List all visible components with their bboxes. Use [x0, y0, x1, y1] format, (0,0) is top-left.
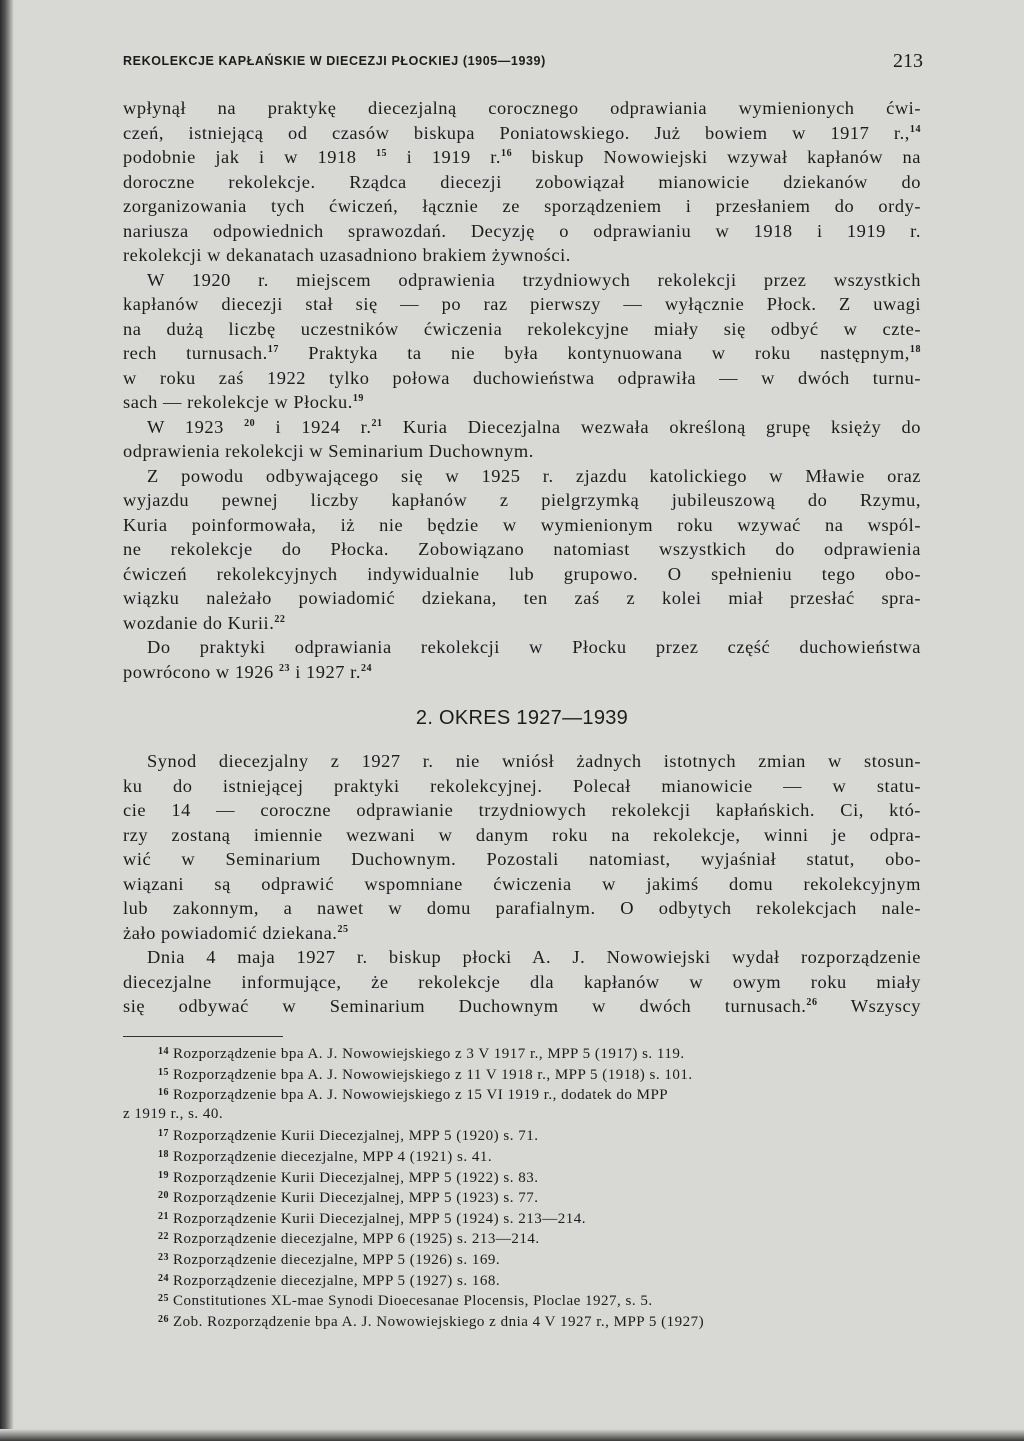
text-line: Kuria poinformowała, iż nie będzie w wymienionym roku wzywać na wspól-	[123, 514, 921, 535]
text-line	[123, 341, 921, 366]
text-line: W 1920 r. miejscem odprawienia trzydniowych rekolekcji przez wszystkich	[147, 269, 921, 290]
footnote	[123, 1063, 921, 1084]
running-head-title: REKOLEKCJE KAPŁAŃSKIE W DIECEZJI PŁOCKIEJ (1905—1939)	[123, 54, 546, 68]
text-line: wiązku należało powiadomić dziekana, ten zaś z kolei miał przesłać spra-	[123, 588, 921, 608]
text-line: wpłynął na praktykę diecezjalną corocznego odprawiania wymienionych ćwi-	[123, 98, 921, 118]
footnote-ref[interactable]: 19	[352, 393, 364, 404]
footnotes	[123, 1042, 921, 1330]
footnote-text: Rozporządzenie diecezjalne, MPP 4 (1921) s. 41.	[173, 1148, 493, 1165]
footnote-number: 21	[158, 1210, 169, 1222]
text-span: rech turnusach.	[123, 343, 268, 363]
footnote-separator	[123, 1036, 283, 1037]
paragraph	[123, 415, 921, 464]
footnote-text: Constitutiones XL-mae Synodi Dioecesanae Plocensis, Ploclae 1927, s. 5.	[173, 1293, 653, 1310]
footnote	[123, 1145, 921, 1166]
text-line: Synod diecezjalny z 1927 r. nie wniósł żadnych istotnych zmian w stosun-	[147, 751, 921, 771]
footnote-number: 22	[158, 1231, 169, 1243]
footnote-number: 18	[158, 1148, 169, 1160]
text-line: diecezjalne informujące, że rekolekcje dla kapłanów w owym roku miały	[123, 971, 921, 992]
footnote-ref[interactable]: 23	[278, 662, 291, 674]
footnote	[123, 1289, 921, 1310]
paragraph	[123, 464, 921, 636]
footnote-ref[interactable]: 26	[806, 997, 818, 1008]
section-heading: 2. OKRES 1927—1939	[415, 707, 629, 729]
section-2-text	[123, 749, 921, 1019]
paragraph	[123, 635, 921, 684]
text-line: Do praktyki odprawiania rekolekcji w Płocku przez część duchowieństwa	[147, 637, 921, 657]
footnote-ref[interactable]: 14	[909, 123, 921, 135]
footnote-number: 26	[158, 1313, 169, 1325]
footnote-number: 25	[158, 1293, 169, 1305]
text-span: i 1927 r.	[295, 661, 361, 682]
text-line: w roku zaś 1922 tylko połowa duchowieństwa odprawiła — w dwóch turnu-	[123, 367, 921, 388]
footnote-text: Rozporządzenie Kurii Diecezjalnej, MPP 5 (1924) s. 213—214.	[173, 1210, 587, 1227]
footnote-number: 15	[158, 1066, 169, 1078]
text-line	[123, 994, 921, 1019]
footnote-text: Rozporządzenie diecezjalne, MPP 6 (1925) s. 213—214.	[173, 1231, 540, 1248]
text-span: sach — rekolekcje w Płocku.	[123, 392, 353, 412]
text-span: czeń, istniejącą od czasów biskupa Poniatowskiego. Już bowiem w 1917 r.,	[123, 122, 910, 143]
footnote-ref[interactable]: 15	[375, 148, 388, 159]
text-span: i 1919 r.	[406, 147, 502, 167]
footnote-ref[interactable]: 24	[360, 662, 373, 674]
footnote-text: Rozporządzenie bpa A. J. Nowowiejskiego z 3 V 1917 r., MPP 5 (1917) s. 119.	[173, 1046, 685, 1062]
text-line: doroczne rekolekcje. Rządca diecezji zobowiązał mianowicie dziekanów do	[123, 171, 921, 192]
paragraph	[123, 96, 921, 268]
footnote-number: 20	[158, 1190, 169, 1202]
running-head	[123, 50, 923, 74]
text-line: wiązani są odprawić wspomniane ćwiczenia w jakimś domu rekolekcyjnym	[123, 873, 921, 894]
text-line: ku do istniejącej praktyki rekolekcyjnej. Polecał mianowicie — w statu-	[123, 775, 921, 796]
text-line: Z powodu odbywającego się w 1925 r. zjazdu katolickiego w Mławie oraz	[147, 465, 921, 486]
footnote-ref[interactable]: 20	[244, 417, 256, 429]
footnote-text: Rozporządzenie bpa A. J. Nowowiejskiego z 11 V 1918 r., MPP 5 (1918) s. 101.	[173, 1066, 693, 1083]
footnote-ref[interactable]: 16	[501, 148, 513, 159]
page-bottom-shadow	[0, 1429, 1024, 1441]
footnote	[123, 1269, 921, 1290]
footnote	[123, 1124, 921, 1145]
text-span: żało powiadomić dziekana.	[123, 922, 338, 943]
footnote-text: Rozporządzenie Kurii Diecezjalnej, MPP 5 (1920) s. 71.	[173, 1128, 539, 1145]
footnote-continuation: z 1919 r., s. 40.	[123, 1105, 224, 1122]
text-line: ne rekolekcje do Płocka. Zobowiązano natomiast wszystkich do odprawienia	[123, 539, 921, 559]
footnote-ref[interactable]: 21	[371, 417, 383, 429]
text-line	[123, 660, 921, 685]
text-line: rekolekcji w dekanatach uzasadniono brakiem żywności.	[123, 245, 571, 265]
text-line: wyjazdu pewnej liczby kapłanów z pielgrzymką jubileuszową do Rzymu,	[123, 490, 921, 510]
text-span: powrócono w 1926	[123, 661, 274, 682]
footnote-number: 16	[158, 1087, 169, 1099]
text-span: się odbywać w Seminarium Duchownym w dwóch turnusach.	[123, 996, 807, 1016]
text-span: i 1924 r.	[275, 416, 372, 437]
page-binding-shadow	[0, 0, 14, 1441]
text-line	[123, 921, 921, 946]
footnote-text: Rozporządzenie diecezjalne, MPP 5 (1927) s. 168.	[173, 1272, 501, 1289]
footnote-text: Rozporządzenie Kurii Diecezjalnej, MPP 5 (1922) s. 83.	[173, 1169, 539, 1186]
footnote	[123, 1042, 921, 1063]
text-line: cie 14 — coroczne odprawianie trzydniowych rekolekcji kapłańskich. Ci, któ-	[123, 800, 921, 820]
text-line: odprawienia rekolekcji w Seminarium Duchownym.	[123, 441, 534, 461]
text-span: Praktyka ta nie była kontynuowana w roku następnym,	[308, 343, 910, 363]
footnote-text: Zob. Rozporządzenie bpa A. J. Nowowiejskiego z dnia 4 V 1927 r., MPP 5 (1927)	[173, 1313, 705, 1330]
footnote	[123, 1186, 921, 1207]
text-span: Kuria Diecezjalna wezwała określoną grupę księży do	[402, 416, 921, 437]
footnote-text: Rozporządzenie bpa A. J. Nowowiejskiego z 15 VI 1919 r., dodatek do MPP	[173, 1087, 669, 1104]
footnote-ref[interactable]: 25	[337, 923, 349, 935]
text-line	[123, 611, 921, 636]
footnote	[123, 1248, 921, 1269]
footnote-number: 17	[158, 1128, 169, 1140]
footnote	[123, 1310, 921, 1331]
page-number: 213	[893, 50, 923, 72]
text-line: Dnia 4 maja 1927 r. biskup płocki A. J. Nowowiejski wydał rozporządzenie	[147, 947, 921, 967]
text-line: wić w Seminarium Duchownym. Pozostali natomiast, wyjaśniał statut, obo-	[123, 849, 921, 869]
text-line: zorganizowania tych ćwiczeń, łącznie ze sporządzeniem i przesłaniem do ordy-	[123, 196, 921, 216]
text-line	[123, 415, 921, 440]
footnote-ref[interactable]: 17	[267, 344, 279, 355]
paragraph	[123, 749, 921, 945]
text-line	[123, 390, 921, 415]
footnote	[123, 1227, 921, 1248]
paragraph	[123, 268, 921, 415]
section-1-text	[123, 96, 921, 684]
text-span: Wszyscy	[850, 996, 921, 1016]
footnote-text: Rozporządzenie diecezjalne, MPP 5 (1926) s. 169.	[173, 1251, 501, 1268]
text-line	[123, 145, 921, 170]
text-line: ćwiczeń rekolekcyjnych indywidualnie lub grupowo. O spełnieniu tego obo-	[123, 563, 921, 584]
text-span: podobnie jak i w 1918	[123, 147, 357, 167]
footnote-number: 19	[158, 1169, 169, 1181]
paragraph	[123, 945, 921, 1019]
text-line: kapłanów diecezji stał się — po raz pierwszy — wyłącznie Płock. Z uwagi	[123, 294, 921, 314]
text-line: rzy zostaną imiennie wezwani w danym roku na rekolekcje, winni je odpra-	[123, 824, 921, 845]
text-span: W 1923	[147, 416, 224, 437]
footnote-number: 14	[158, 1046, 169, 1057]
footnote-text: Rozporządzenie Kurii Diecezjalnej, MPP 5 (1923) s. 77.	[173, 1190, 539, 1207]
text-span: wozdanie do Kurii.	[123, 612, 275, 633]
text-line: na dużą liczbę uczestników ćwiczenia rekolekcyjne miały się odbyć w czte-	[123, 318, 921, 339]
footnote-ref[interactable]: 22	[274, 613, 286, 625]
footnote	[123, 1207, 921, 1228]
text-line: nariusza odpowiednich sprawozdań. Decyzję o odprawianiu w 1918 i 1919 r.	[123, 220, 921, 241]
text-line	[123, 121, 921, 146]
text-line: lub zakonnym, a nawet w domu parafialnym. O odbytych rekolekcjach nale-	[123, 898, 921, 918]
text-span: biskup Nowowiejski wzywał kapłanów na	[531, 147, 922, 167]
footnote-number: 23	[158, 1251, 169, 1263]
footnote-number: 24	[158, 1272, 169, 1284]
footnote	[123, 1083, 921, 1104]
footnote	[123, 1166, 921, 1187]
footnote-ref[interactable]: 18	[909, 344, 921, 355]
